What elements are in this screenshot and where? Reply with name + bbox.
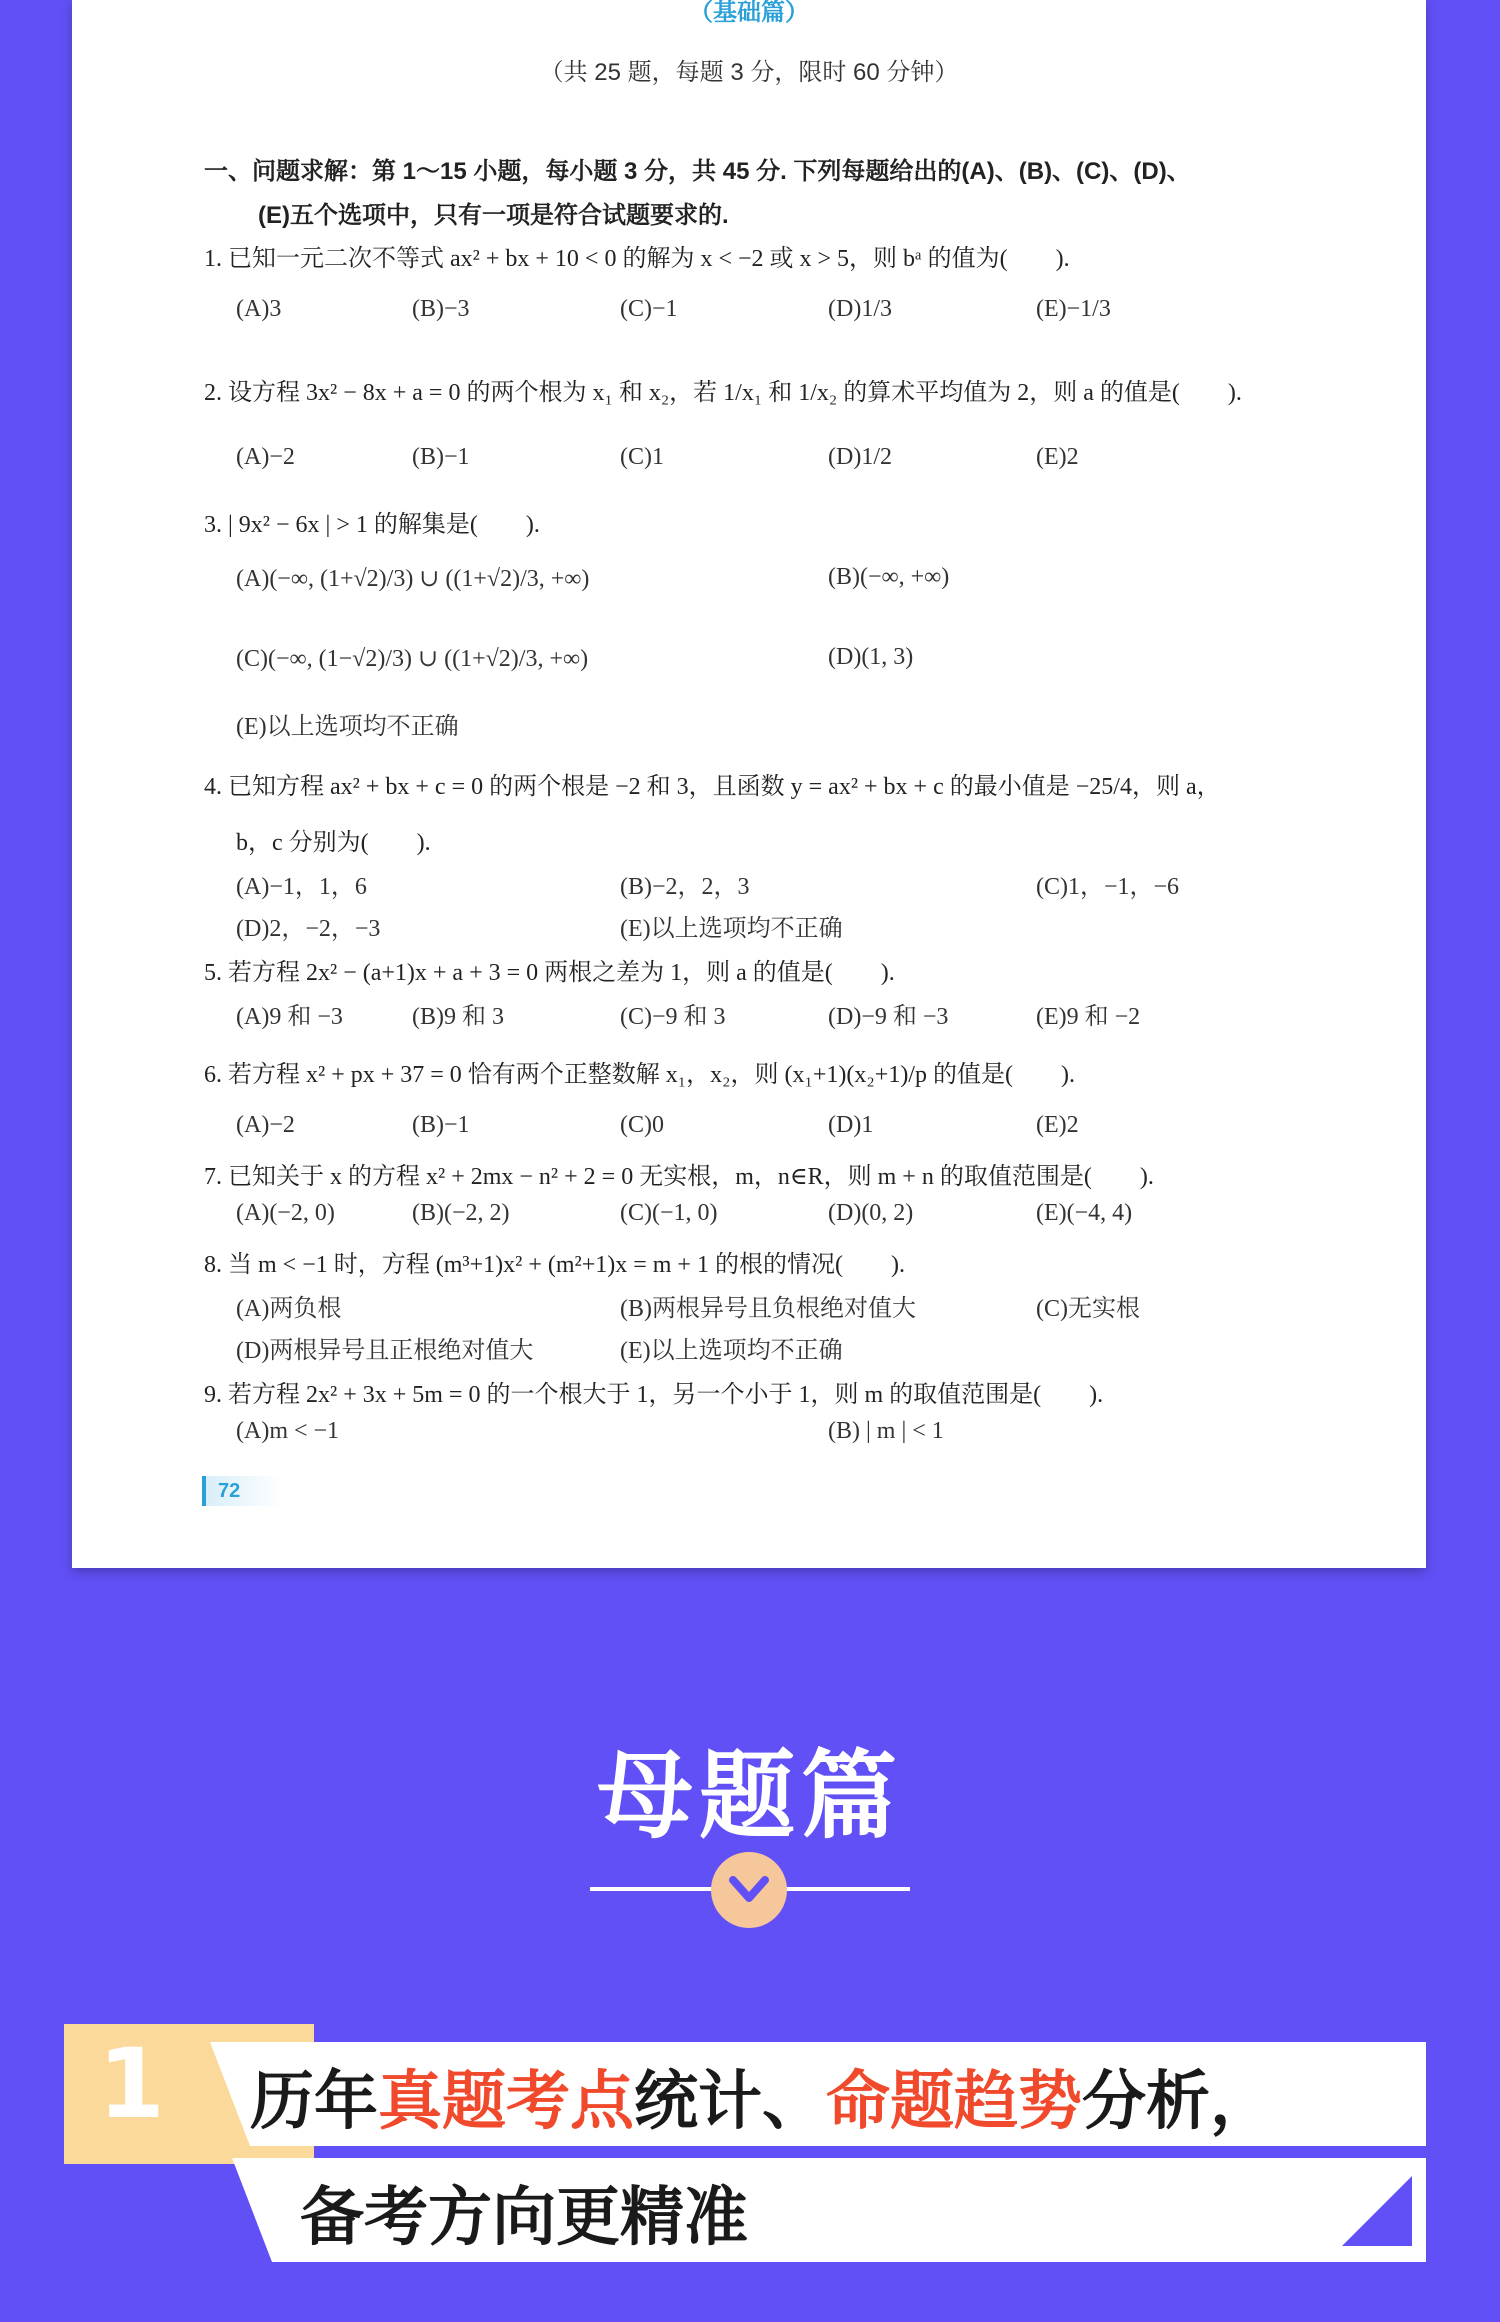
option: (A)−2 xyxy=(236,1112,295,1138)
question-stem: 6. 若方程 x² + px + 37 = 0 恰有两个正整数解 x₁，x₂，则 (x₁+1)(x₂+1)/p 的值是( ). xyxy=(204,1062,1075,1088)
option: (E)(−4, 4) xyxy=(1036,1200,1133,1226)
option: (D)1/3 xyxy=(828,296,892,322)
option: (D)1 xyxy=(828,1112,874,1138)
option: (E)以上选项均不正确 xyxy=(620,916,843,942)
option: (D)(0, 2) xyxy=(828,1200,914,1226)
question-stem: 1. 已知一元二次不等式 ax² + bx + 10 < 0 的解为 x < −2 或 x > 5，则 bᵃ 的值为( ). xyxy=(204,246,1070,272)
headline-part: 分析， xyxy=(1082,2065,1274,2139)
hero-title: 母题篇 xyxy=(597,1740,903,1852)
option: (D)2，−2，−3 xyxy=(236,916,381,942)
headline-part: 统计、 xyxy=(634,2065,826,2139)
option: (A)两负根 xyxy=(236,1296,342,1322)
chevron-down-icon xyxy=(729,1872,769,1908)
headline-highlight: 命题趋势 xyxy=(826,2065,1082,2139)
feature-number: 1 xyxy=(98,2028,165,2140)
question-stem: 2. 设方程 3x² − 8x + a = 0 的两个根为 x₁ 和 x₂，若 1/x₁ 和 1/x₂ 的算术平均值为 2，则 a 的值是( ). xyxy=(204,380,1242,406)
option: (E)9 和 −2 xyxy=(1036,1004,1141,1030)
option: (A)−1，1，6 xyxy=(236,874,367,900)
option: (B)−1 xyxy=(412,1112,470,1138)
feature-headline-line2: 备考方向更精准 xyxy=(300,2181,748,2255)
option: (C)1，−1，−6 xyxy=(1036,874,1180,900)
headline-highlight: 真题考点 xyxy=(378,2065,634,2139)
option: (B) | m | < 1 xyxy=(828,1418,944,1444)
chevron-badge xyxy=(711,1852,787,1928)
option: (B)−3 xyxy=(412,296,470,322)
question-stem: 4. 已知方程 ax² + bx + c = 0 的两个根是 −2 和 3，且函数 y = ax² + bx + c 的最小值是 −25/4，则 a， xyxy=(204,774,1221,800)
option: (D)−9 和 −3 xyxy=(828,1004,949,1030)
question-stem: 9. 若方程 2x² + 3x + 5m = 0 的一个根大于 1，另一个小于 1，则 m 的取值范围是( ). xyxy=(204,1382,1104,1408)
option: (A)m < −1 xyxy=(236,1418,340,1444)
part-heading-line1: 一、问题求解：第 1～15 小题，每小题 3 分，共 45 分. 下列每题给出的(A)、(B)、(C)、(D)、 xyxy=(204,158,1191,185)
option: (B)9 和 3 xyxy=(412,1004,504,1030)
section-label: （基础篇） xyxy=(689,0,809,26)
option: (B)(−∞, +∞) xyxy=(828,564,950,590)
question-stem-continued: b，c 分别为( ). xyxy=(236,830,431,856)
option: (E)以上选项均不正确 xyxy=(620,1338,843,1364)
part-heading xyxy=(204,150,1384,238)
question-stem: 3. | 9x² − 6x | > 1 的解集是( ). xyxy=(204,512,540,538)
question-stem: 5. 若方程 2x² − (a+1)x + a + 3 = 0 两根之差为 1，则 a 的值是( ). xyxy=(204,960,895,986)
option: (A)(−∞, (1+√2)/3) ∪ ((1+√2)/3, +∞) xyxy=(236,566,590,592)
option: (E)以上选项均不正确 xyxy=(236,714,459,740)
headline-part: 历年 xyxy=(250,2065,378,2139)
option: (C)无实根 xyxy=(1036,1296,1140,1322)
option: (C)1 xyxy=(620,444,664,470)
divider-left xyxy=(590,1887,714,1891)
option: (B)−2，2，3 xyxy=(620,874,750,900)
option: (C)−1 xyxy=(620,296,678,322)
option: (E)−1/3 xyxy=(1036,296,1111,322)
option: (A)−2 xyxy=(236,444,295,470)
option: (E)2 xyxy=(1036,444,1079,470)
option: (D)1/2 xyxy=(828,444,892,470)
option: (A)(−2, 0) xyxy=(236,1200,335,1226)
option: (B)−1 xyxy=(412,444,470,470)
option: (B)(−2, 2) xyxy=(412,1200,510,1226)
option: (C)(−1, 0) xyxy=(620,1200,718,1226)
divider-right xyxy=(784,1887,910,1891)
option: (A)9 和 −3 xyxy=(236,1004,343,1030)
option: (D)(1, 3) xyxy=(828,644,914,670)
question-stem: 7. 已知关于 x 的方程 x² + 2mx − n² + 2 = 0 无实根，m，n∈R，则 m + n 的取值范围是( ). xyxy=(204,1164,1154,1190)
option: (E)2 xyxy=(1036,1112,1079,1138)
feature-headline-line1 xyxy=(250,2050,1274,2142)
page-number: 72 xyxy=(202,1476,282,1506)
option: (C)(−∞, (1−√2)/3) ∪ ((1+√2)/3, +∞) xyxy=(236,646,589,672)
part-heading-line2: (E)五个选项中，只有一项是符合试题要求的. xyxy=(258,202,729,229)
option: (C)0 xyxy=(620,1112,664,1138)
exam-page xyxy=(72,0,1426,1568)
option: (C)−9 和 3 xyxy=(620,1004,726,1030)
corner-triangle-decoration xyxy=(1342,2176,1412,2246)
option: (A)3 xyxy=(236,296,282,322)
option: (B)两根异号且负根绝对值大 xyxy=(620,1296,916,1322)
question-stem: 8. 当 m < −1 时，方程 (m³+1)x² + (m²+1)x = m + 1 的根的情况( ). xyxy=(204,1252,905,1278)
exam-rules: （共 25 题，每题 3 分，限时 60 分钟） xyxy=(539,59,959,86)
option: (D)两根异号且正根绝对值大 xyxy=(236,1338,534,1364)
